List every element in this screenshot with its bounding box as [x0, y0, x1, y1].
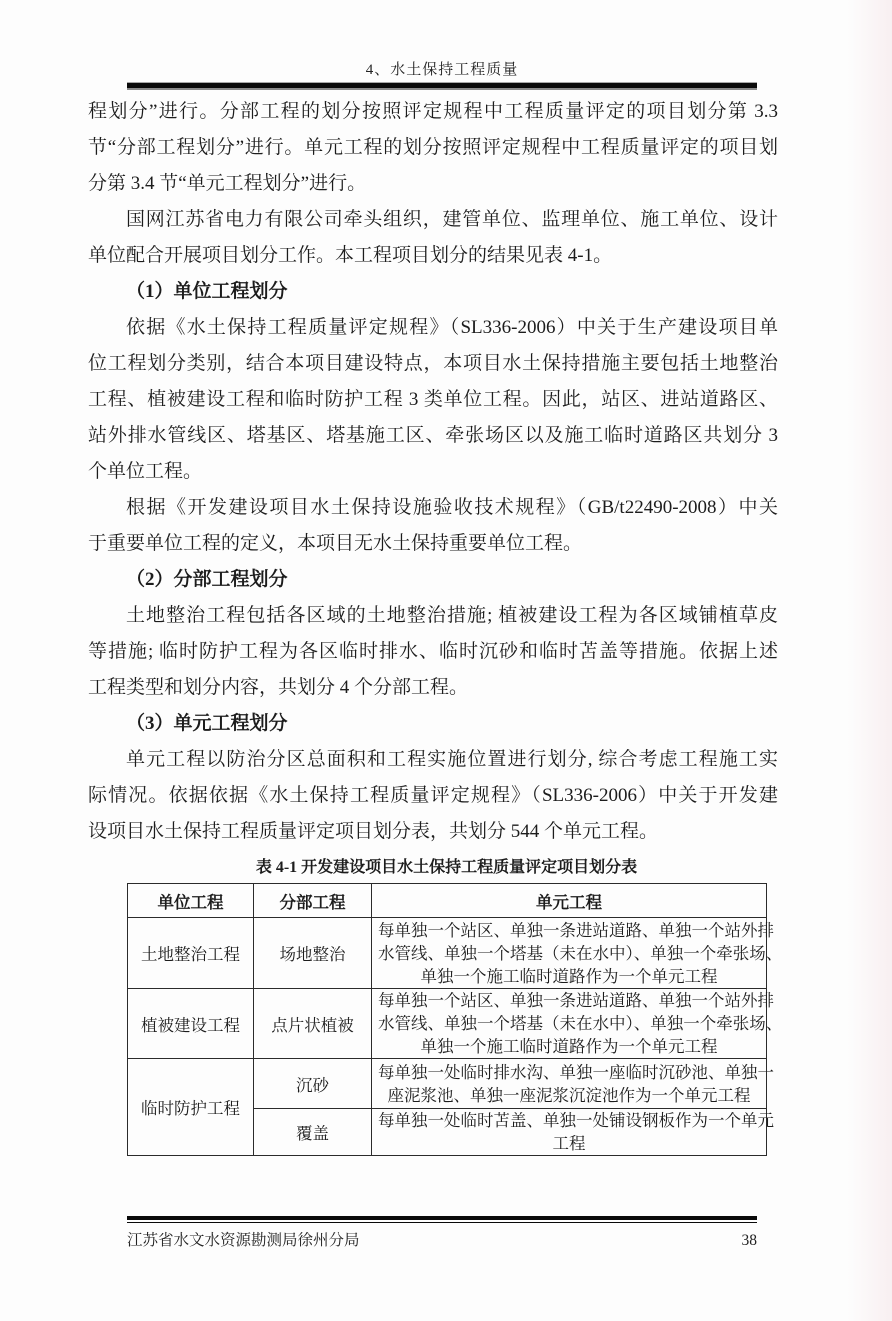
header-rule	[127, 82, 757, 90]
body-line: 分第 3.4 节“单元工程划分”进行。	[88, 173, 367, 194]
section-heading-subproject-division: （2）分部工程划分	[126, 569, 288, 590]
unit-work-cell	[372, 989, 783, 1059]
column-header-unit-work: 单元工程	[372, 884, 767, 918]
table-row	[128, 918, 767, 989]
unit-project-cell: 植被建设工程	[128, 989, 254, 1059]
body-line: 位工程划分类别，结合本项目建设特点，本项目水土保持措施主要包括土地整治	[88, 353, 778, 374]
column-header-sub-project: 分部工程	[254, 884, 372, 918]
cell-line: 水管线、单独一个塔基（未在水中）、单独一个牵张场、	[378, 1014, 783, 1033]
cell-line: 单独一个施工临时道路作为一个单元工程	[420, 1037, 718, 1056]
document-body	[88, 94, 778, 850]
body-line: 根据《开发建设项目水土保持设施验收技术规程》（GB/t22490-2008）中关	[126, 497, 778, 518]
cell-line: 单独一个施工临时道路作为一个单元工程	[420, 966, 718, 986]
section-heading-unit-division: （1）单位工程划分	[126, 281, 288, 302]
body-line: 等措施; 临时防护工程为各区临时排水、临时沉砂和临时苫盖等措施。依据上述	[88, 641, 778, 662]
page-footer	[127, 1216, 757, 1250]
cell-line: 每单独一处临时苫盖、单独一处铺设钢板作为一个单元	[378, 1111, 774, 1130]
cell-line: 每单独一个站区、单独一条进站道路、单独一个站外排	[378, 920, 774, 940]
body-line: 依据《水土保持工程质量评定规程》（SL336-2006）中关于生产建设项目单	[126, 317, 778, 338]
sub-project-cell: 沉砂	[254, 1059, 372, 1109]
body-line: 单位配合开展项目划分工作。本工程项目划分的结果见表 4-1。	[88, 245, 613, 266]
body-line: 设项目水土保持工程质量评定项目划分表，共划分 544 个单元工程。	[88, 821, 659, 842]
table-row	[128, 989, 767, 1059]
sub-project-cell: 覆盖	[254, 1109, 372, 1156]
column-header-unit-project: 单位工程	[128, 884, 254, 918]
page-header-title: 4、水土保持工程质量	[365, 62, 519, 78]
table-header-row	[128, 884, 767, 918]
page-number: 38	[741, 1232, 757, 1249]
section-heading-unitwork-division: （3）单元工程划分	[126, 713, 288, 734]
footer-rule	[127, 1216, 757, 1223]
table-row	[128, 1059, 767, 1109]
unit-work-cell	[372, 1109, 774, 1156]
sub-project-cell: 点片状植被	[254, 989, 372, 1059]
cell-line: 工程	[552, 1134, 586, 1153]
body-line: 单元工程以防治分区总面积和工程实施位置进行划分, 综合考虑工程施工实	[126, 749, 778, 770]
unit-work-cell	[372, 918, 783, 989]
footer-organization: 江苏省水文水资源勘测局徐州分局	[127, 1232, 360, 1249]
body-line: 个单位工程。	[88, 461, 203, 482]
table-caption: 表 4-1 开发建设项目水土保持工程质量评定项目划分表	[255, 859, 638, 876]
unit-project-cell: 土地整治工程	[128, 918, 254, 989]
cell-line: 水管线、单独一个塔基（未在水中）、单独一个牵张场、	[378, 943, 783, 963]
body-line: 站外排水管线区、塔基区、塔基施工区、牵张场区以及施工临时道路区共划分 3	[88, 425, 778, 446]
body-line: 工程类型和划分内容，共划分 4 个分部工程。	[88, 677, 469, 698]
body-line: 节“分部工程划分”进行。单元工程的划分按照评定规程中工程质量评定的项目划	[88, 137, 778, 158]
document-page	[0, 58, 892, 1321]
sub-project-cell: 场地整治	[254, 918, 372, 989]
body-line: 国网江苏省电力有限公司牵头组织，建管单位、监理单位、施工单位、设计	[126, 209, 778, 230]
body-line: 程划分”进行。分部工程的划分按照评定规程中工程质量评定的项目划分第 3.3	[88, 101, 778, 122]
cell-line: 每单独一处临时排水沟、单独一座临时沉砂池、单独一	[378, 1062, 774, 1082]
body-line: 际情况。依据依据《水土保持工程质量评定规程》（SL336-2006）中关于开发建	[88, 785, 778, 806]
project-division-table	[127, 883, 783, 1156]
unit-project-cell: 临时防护工程	[128, 1059, 254, 1156]
unit-work-cell	[372, 1059, 774, 1109]
body-line: 土地整治工程包括各区域的土地整治措施; 植被建设工程为各区域铺植草皮	[126, 605, 778, 626]
cell-line: 每单独一个站区、单独一条进站道路、单独一个站外排	[378, 991, 774, 1010]
body-line: 工程、植被建设工程和临时防护工程 3 类单位工程。因此，站区、进站道路区、	[88, 389, 778, 410]
cell-line: 座泥浆池、单独一座泥浆沉淀池作为一个单元工程	[387, 1085, 751, 1105]
body-line: 于重要单位工程的定义，本项目无水土保持重要单位工程。	[88, 533, 583, 554]
